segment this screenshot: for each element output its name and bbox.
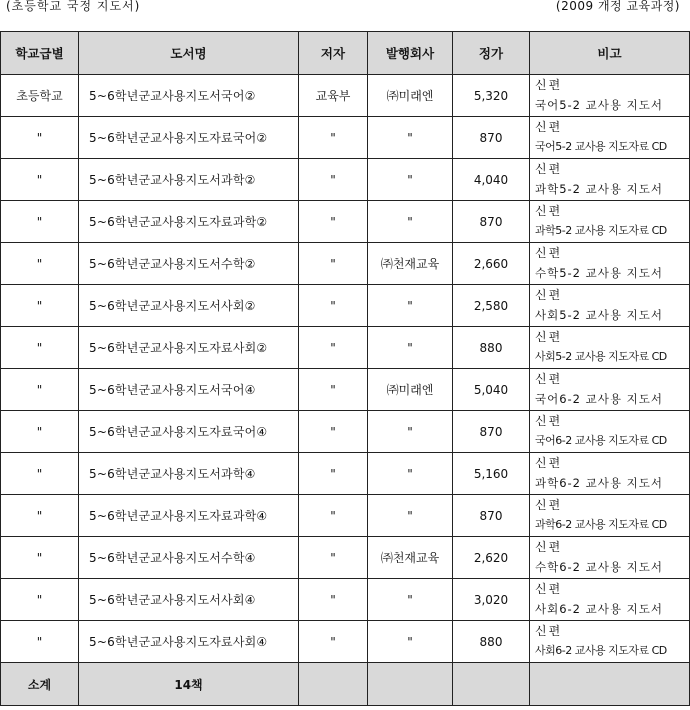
cell-note bbox=[530, 369, 690, 411]
note-description: 국어6-2 교사용 지도서 bbox=[535, 392, 663, 406]
note-edition: 신편 bbox=[535, 372, 563, 386]
cell-school-level: " bbox=[1, 243, 79, 285]
header-publisher: 발행회사 bbox=[368, 32, 453, 75]
caption-category: (초등학교 국정 지도서) bbox=[6, 0, 141, 13]
cell-publisher: " bbox=[368, 201, 453, 243]
note-description: 수학5-2 교사용 지도서 bbox=[535, 266, 663, 280]
cell-book-title: 5~6학년군교사용지도서국어② bbox=[79, 75, 299, 117]
cell-book-title: 5~6학년군교사용지도서과학④ bbox=[79, 453, 299, 495]
cell-note bbox=[530, 621, 690, 663]
caption-curriculum: (2009 개정 교육과정) bbox=[555, 0, 680, 13]
cell-author: " bbox=[299, 411, 368, 453]
cell-book-title: 5~6학년군교사용지도자료과학④ bbox=[79, 495, 299, 537]
note-edition: 신편 bbox=[535, 204, 563, 218]
footer-count: 14책 bbox=[79, 663, 299, 706]
cell-author: " bbox=[299, 243, 368, 285]
cell-price: 2,620 bbox=[453, 537, 530, 579]
cell-author: " bbox=[299, 327, 368, 369]
cell-note bbox=[530, 243, 690, 285]
cell-book-title: 5~6학년군교사용지도서사회② bbox=[79, 285, 299, 327]
cell-author: " bbox=[299, 285, 368, 327]
cell-publisher: " bbox=[368, 285, 453, 327]
cell-book-title: 5~6학년군교사용지도자료사회② bbox=[79, 327, 299, 369]
table-row bbox=[1, 537, 690, 579]
note-edition: 신편 bbox=[535, 288, 563, 302]
note-edition: 신편 bbox=[535, 330, 563, 344]
cell-note bbox=[530, 117, 690, 159]
cell-school-level: " bbox=[1, 159, 79, 201]
document-caption bbox=[0, 0, 690, 22]
table-row bbox=[1, 201, 690, 243]
note-edition: 신편 bbox=[535, 540, 563, 554]
cell-publisher: " bbox=[368, 621, 453, 663]
cell-book-title: 5~6학년군교사용지도자료사회④ bbox=[79, 621, 299, 663]
textbook-table bbox=[0, 31, 690, 706]
note-edition: 신편 bbox=[535, 162, 563, 176]
cell-book-title: 5~6학년군교사용지도자료과학② bbox=[79, 201, 299, 243]
cell-publisher: " bbox=[368, 117, 453, 159]
note-description: 과학6-2 교사용 지도자료 CD bbox=[535, 518, 667, 531]
header-school-level: 학교급별 bbox=[1, 32, 79, 75]
note-description: 국어5-2 교사용 지도서 bbox=[535, 98, 663, 112]
cell-book-title: 5~6학년군교사용지도서사회④ bbox=[79, 579, 299, 621]
footer-empty bbox=[530, 663, 690, 706]
cell-price: 4,040 bbox=[453, 159, 530, 201]
cell-school-level: " bbox=[1, 369, 79, 411]
table-row bbox=[1, 579, 690, 621]
table-row bbox=[1, 243, 690, 285]
note-description: 과학6-2 교사용 지도서 bbox=[535, 476, 663, 490]
cell-author: " bbox=[299, 621, 368, 663]
cell-price: 5,320 bbox=[453, 75, 530, 117]
cell-price: 880 bbox=[453, 621, 530, 663]
cell-author: " bbox=[299, 369, 368, 411]
cell-author: " bbox=[299, 495, 368, 537]
cell-book-title: 5~6학년군교사용지도서국어④ bbox=[79, 369, 299, 411]
cell-school-level: " bbox=[1, 327, 79, 369]
cell-school-level: " bbox=[1, 579, 79, 621]
cell-publisher: " bbox=[368, 495, 453, 537]
cell-note bbox=[530, 411, 690, 453]
cell-note bbox=[530, 453, 690, 495]
cell-book-title: 5~6학년군교사용지도서수학② bbox=[79, 243, 299, 285]
cell-book-title: 5~6학년군교사용지도서수학④ bbox=[79, 537, 299, 579]
cell-school-level: " bbox=[1, 495, 79, 537]
cell-school-level: " bbox=[1, 453, 79, 495]
table-row bbox=[1, 285, 690, 327]
note-description: 과학5-2 교사용 지도자료 CD bbox=[535, 224, 667, 237]
header-author: 저자 bbox=[299, 32, 368, 75]
cell-publisher: ㈜천재교육 bbox=[368, 537, 453, 579]
cell-price: 2,660 bbox=[453, 243, 530, 285]
cell-price: 5,160 bbox=[453, 453, 530, 495]
cell-author: 교육부 bbox=[299, 75, 368, 117]
footer-empty bbox=[368, 663, 453, 706]
cell-publisher: " bbox=[368, 453, 453, 495]
note-description: 사회6-2 교사용 지도자료 CD bbox=[535, 644, 667, 657]
cell-book-title: 5~6학년군교사용지도자료국어② bbox=[79, 117, 299, 159]
header-book-title: 도서명 bbox=[79, 32, 299, 75]
note-edition: 신편 bbox=[535, 78, 563, 92]
cell-school-level: " bbox=[1, 201, 79, 243]
note-edition: 신편 bbox=[535, 582, 563, 596]
cell-note bbox=[530, 495, 690, 537]
cell-note bbox=[530, 285, 690, 327]
note-edition: 신편 bbox=[535, 456, 563, 470]
cell-publisher: ㈜천재교육 bbox=[368, 243, 453, 285]
cell-note bbox=[530, 159, 690, 201]
cell-author: " bbox=[299, 537, 368, 579]
cell-publisher: ㈜미래엔 bbox=[368, 75, 453, 117]
cell-school-level: " bbox=[1, 411, 79, 453]
cell-author: " bbox=[299, 579, 368, 621]
cell-publisher: " bbox=[368, 159, 453, 201]
cell-note bbox=[530, 75, 690, 117]
cell-school-level: 초등학교 bbox=[1, 75, 79, 117]
footer-label: 소계 bbox=[1, 663, 79, 706]
cell-price: 870 bbox=[453, 411, 530, 453]
cell-book-title: 5~6학년군교사용지도자료국어④ bbox=[79, 411, 299, 453]
cell-note bbox=[530, 327, 690, 369]
cell-price: 870 bbox=[453, 201, 530, 243]
note-description: 국어5-2 교사용 지도자료 CD bbox=[535, 140, 667, 153]
cell-price: 3,020 bbox=[453, 579, 530, 621]
cell-note bbox=[530, 579, 690, 621]
cell-book-title: 5~6학년군교사용지도서과학② bbox=[79, 159, 299, 201]
table-row bbox=[1, 75, 690, 117]
table-row bbox=[1, 327, 690, 369]
header-note: 비고 bbox=[530, 32, 690, 75]
cell-note bbox=[530, 537, 690, 579]
table-footer bbox=[1, 663, 690, 706]
cell-publisher: " bbox=[368, 411, 453, 453]
cell-price: 870 bbox=[453, 495, 530, 537]
cell-publisher: " bbox=[368, 327, 453, 369]
cell-author: " bbox=[299, 453, 368, 495]
cell-author: " bbox=[299, 201, 368, 243]
cell-note bbox=[530, 201, 690, 243]
note-edition: 신편 bbox=[535, 624, 563, 638]
note-description: 국어6-2 교사용 지도자료 CD bbox=[535, 434, 667, 447]
table-header bbox=[1, 32, 690, 75]
note-edition: 신편 bbox=[535, 120, 563, 134]
table-row bbox=[1, 453, 690, 495]
cell-school-level: " bbox=[1, 621, 79, 663]
note-edition: 신편 bbox=[535, 498, 563, 512]
table-row bbox=[1, 159, 690, 201]
table-row bbox=[1, 369, 690, 411]
cell-school-level: " bbox=[1, 117, 79, 159]
cell-price: 870 bbox=[453, 117, 530, 159]
header-price: 정가 bbox=[453, 32, 530, 75]
footer-empty bbox=[299, 663, 368, 706]
cell-price: 880 bbox=[453, 327, 530, 369]
table-row bbox=[1, 495, 690, 537]
cell-school-level: " bbox=[1, 285, 79, 327]
cell-price: 5,040 bbox=[453, 369, 530, 411]
note-description: 수학6-2 교사용 지도서 bbox=[535, 560, 663, 574]
table-row bbox=[1, 117, 690, 159]
note-description: 사회5-2 교사용 지도자료 CD bbox=[535, 350, 667, 363]
cell-price: 2,580 bbox=[453, 285, 530, 327]
note-edition: 신편 bbox=[535, 246, 563, 260]
cell-author: " bbox=[299, 117, 368, 159]
cell-school-level: " bbox=[1, 537, 79, 579]
cell-publisher: ㈜미래엔 bbox=[368, 369, 453, 411]
note-description: 사회5-2 교사용 지도서 bbox=[535, 308, 663, 322]
note-edition: 신편 bbox=[535, 414, 563, 428]
cell-publisher: " bbox=[368, 579, 453, 621]
cell-author: " bbox=[299, 159, 368, 201]
table-row bbox=[1, 621, 690, 663]
table-row bbox=[1, 411, 690, 453]
note-description: 사회6-2 교사용 지도서 bbox=[535, 602, 663, 616]
note-description: 과학5-2 교사용 지도서 bbox=[535, 182, 663, 196]
table-body bbox=[1, 75, 690, 663]
footer-empty bbox=[453, 663, 530, 706]
